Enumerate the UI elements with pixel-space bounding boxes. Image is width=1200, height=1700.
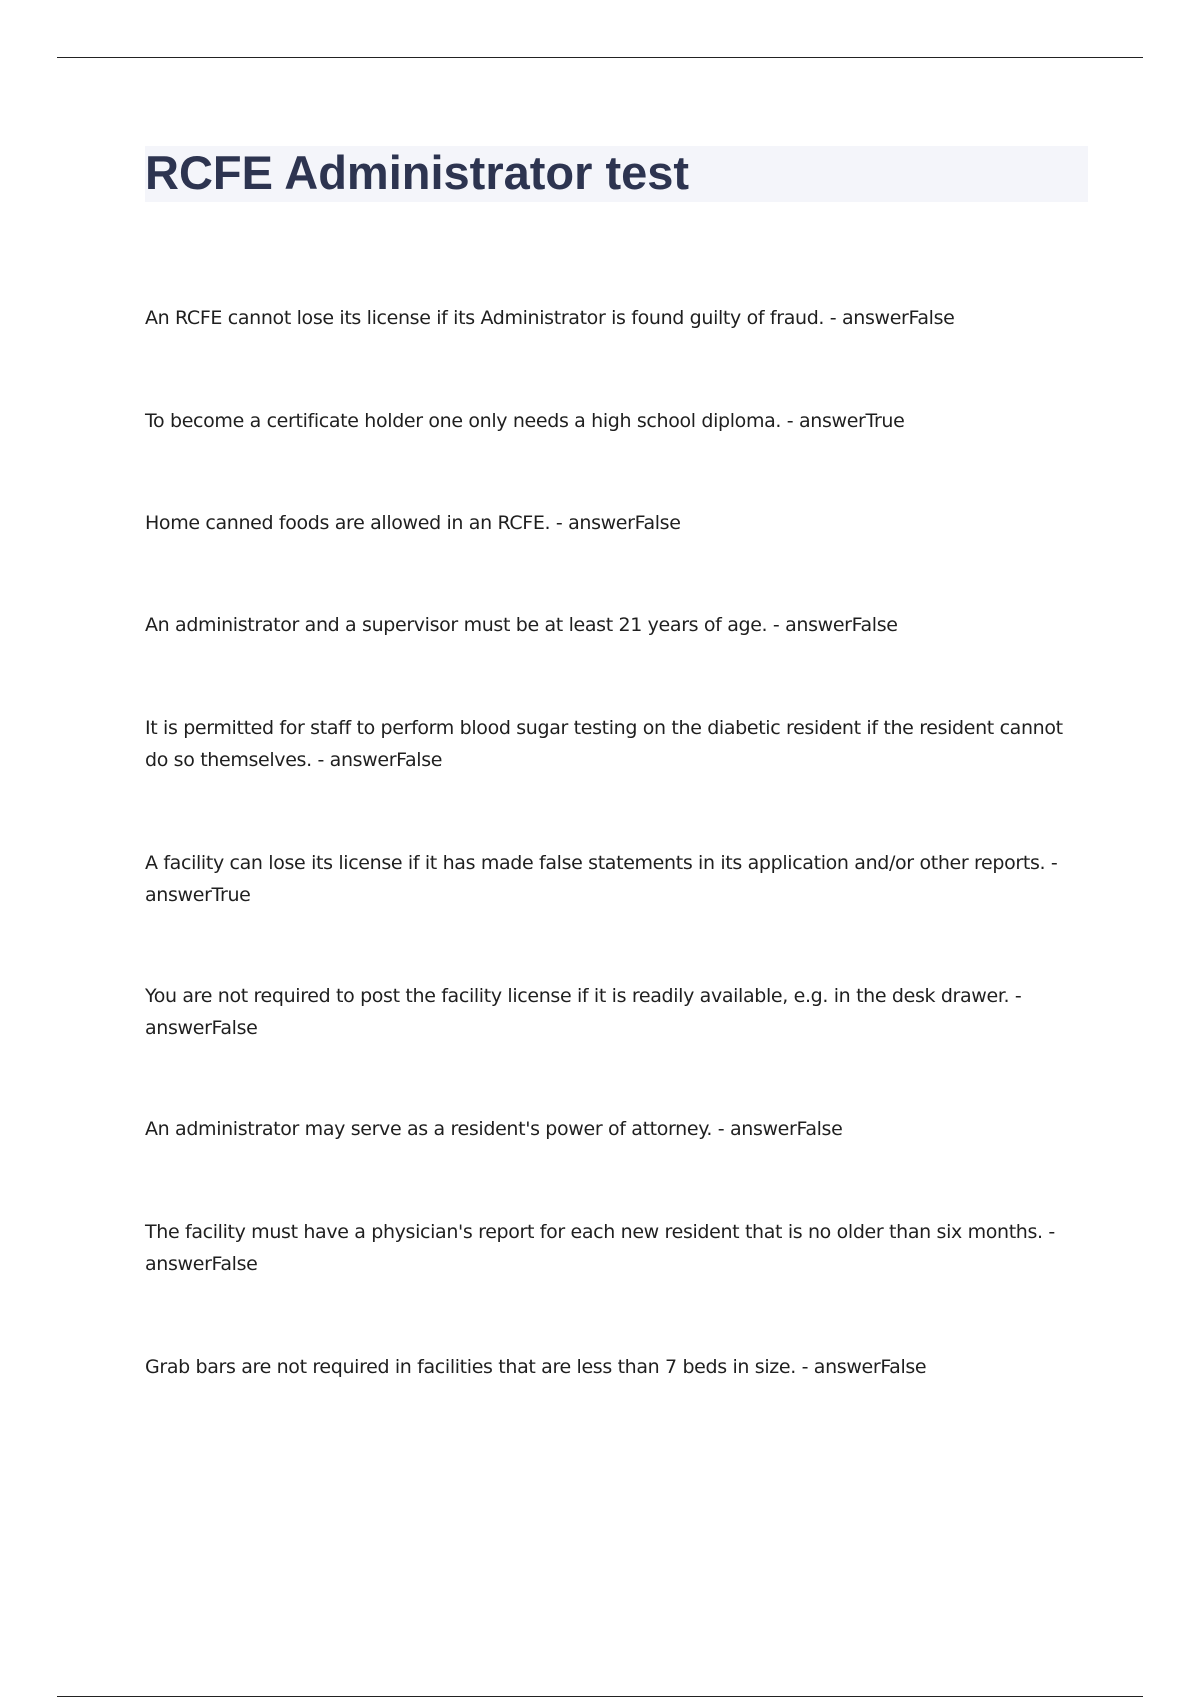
question-item-7: You are not required to post the facility license if it is readily available, e.g. in the desk drawer. - answerFalse [145, 985, 1022, 1039]
question-item-5: It is permitted for staff to perform blood sugar testing on the diabetic resident if the resident cannot do so themselves. - answerFalse [145, 717, 1063, 771]
question-item-2: To become a certificate holder one only needs a high school diploma. - answerTrue [145, 410, 905, 432]
page-title: RCFE Administrator test [145, 146, 690, 199]
question-item-6: A facility can lose its license if it has made false statements in its application and/or other reports. - answerTrue [145, 852, 1058, 906]
question-item-3: Home canned foods are allowed in an RCFE. - answerFalse [145, 512, 681, 534]
question-item-4: An administrator and a supervisor must be at least 21 years of age. - answerFalse [145, 614, 898, 636]
question-item-9: The facility must have a physician's report for each new resident that is no older than six months. - answerFalse [145, 1221, 1055, 1275]
bottom-divider [57, 1696, 1143, 1697]
top-divider [57, 57, 1143, 58]
question-item-1: An RCFE cannot lose its license if its Administrator is found guilty of fraud. - answerFalse [145, 307, 955, 329]
question-item-10: Grab bars are not required in facilities that are less than 7 beds in size. - answerFalse [145, 1356, 927, 1378]
question-item-8: An administrator may serve as a resident's power of attorney. - answerFalse [145, 1118, 843, 1140]
